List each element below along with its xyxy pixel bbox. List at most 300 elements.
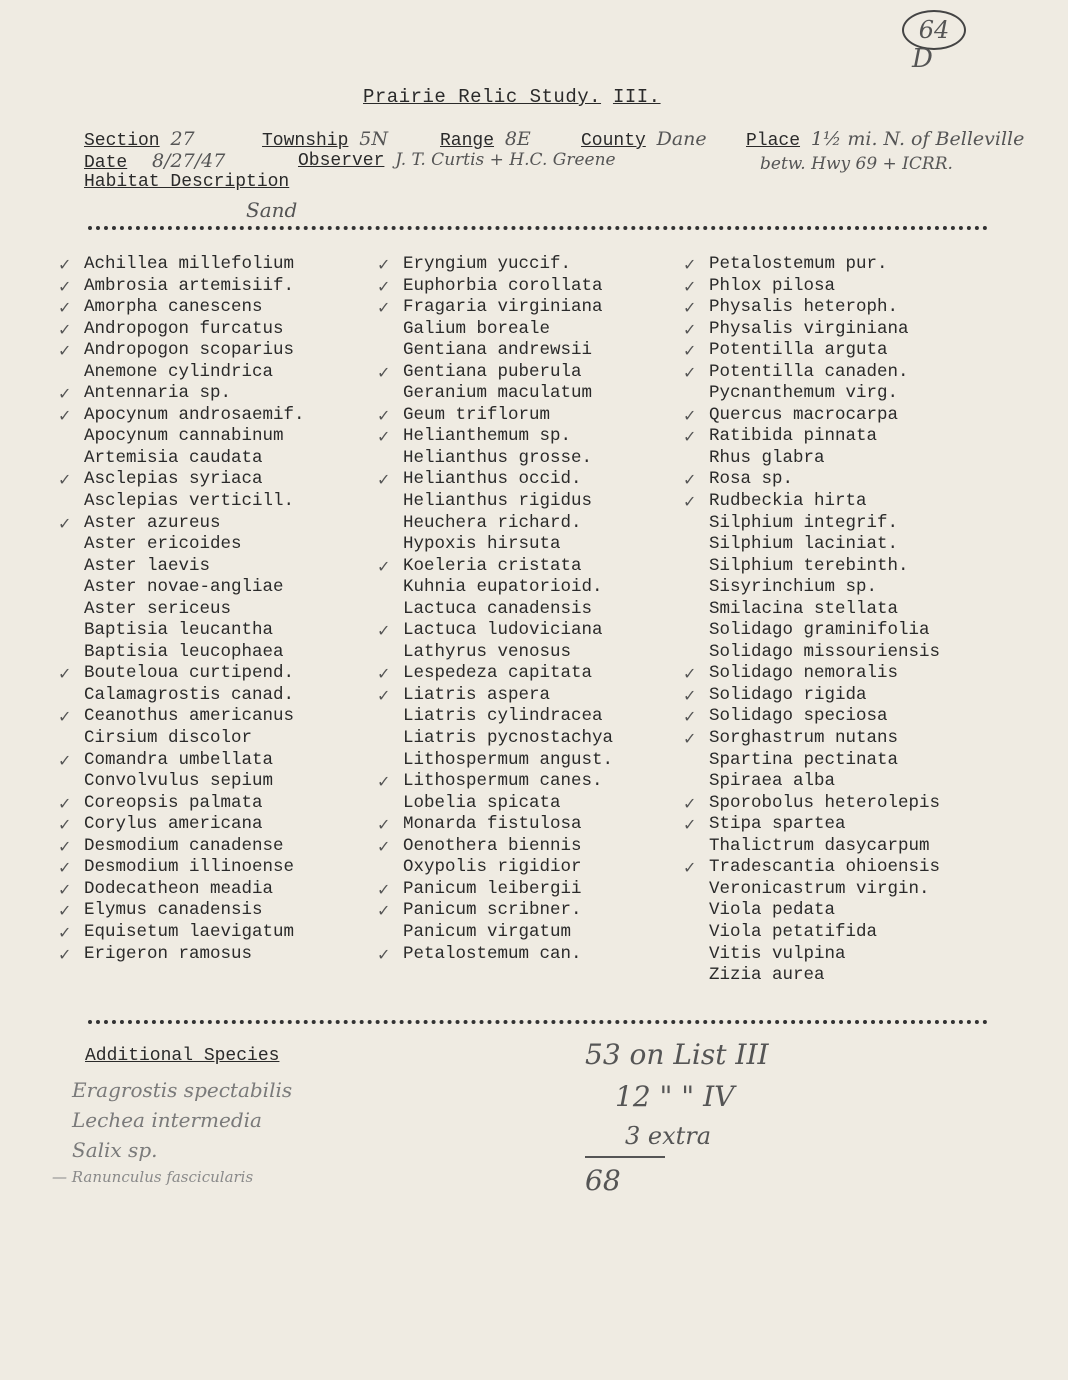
check-mark-icon: ✓ (58, 707, 72, 727)
species-row (403, 706, 613, 728)
page-letter: D (912, 44, 933, 74)
species-row (377, 814, 613, 836)
species-name: Panicum scribner. (403, 900, 582, 921)
range-label: Range (440, 131, 495, 151)
check-mark-icon: ✓ (377, 901, 391, 921)
date-value: 8/27/47 (152, 150, 226, 172)
species-row (84, 491, 305, 513)
species-name: Dodecatheon meadia (84, 878, 274, 899)
species-name: Fragaria virginiana (403, 297, 603, 318)
species-row (58, 404, 305, 427)
species-row (58, 900, 305, 922)
species-name: Aster sericeus (84, 598, 232, 619)
species-name: Amorpha canescens (84, 297, 263, 318)
species-row (709, 642, 940, 664)
check-mark-icon: ✓ (683, 729, 697, 749)
species-row (683, 254, 940, 276)
species-row (709, 922, 940, 944)
species-row (709, 534, 940, 556)
species-name: Cirsium discolor (84, 728, 253, 749)
species-row (377, 684, 613, 707)
divider-bottom (88, 1020, 988, 1024)
species-name: Physalis heteroph. (709, 297, 899, 318)
check-mark-icon: ✓ (58, 664, 72, 684)
species-name: Ceanothus americanus (84, 706, 295, 727)
habitat-field (84, 172, 289, 192)
species-row (84, 620, 305, 642)
species-name: Andropogon furcatus (84, 318, 284, 339)
species-name: Rudbeckia hirta (709, 491, 867, 512)
species-row (58, 275, 305, 298)
check-mark-icon: ✓ (377, 621, 391, 641)
species-row (377, 254, 613, 276)
species-row (709, 771, 940, 793)
species-row (709, 944, 940, 966)
check-mark-icon: ✓ (683, 470, 697, 490)
tally-line-3: 3 extra (625, 1122, 712, 1150)
species-row (683, 318, 940, 341)
species-name: Solidago graminifolia (709, 620, 930, 641)
species-name: Gentiana puberula (403, 361, 582, 382)
check-mark-icon: ✓ (683, 685, 697, 705)
species-name: Hypoxis hirsuta (403, 534, 561, 555)
check-mark-icon: ✓ (377, 470, 391, 490)
species-row (709, 836, 940, 858)
species-name: Liatris cylindracea (403, 706, 603, 727)
species-name: Galium boreale (403, 318, 551, 339)
species-name: Convolvulus sepium (84, 771, 274, 792)
species-name: Desmodium canadense (84, 835, 284, 856)
species-name: Spiraea alba (709, 771, 836, 792)
species-row (403, 793, 613, 815)
species-row (709, 965, 940, 987)
place-value: 1½ mi. N. of Belleville (810, 128, 1025, 150)
species-name: Solidago nemoralis (709, 663, 899, 684)
species-column-2 (377, 254, 614, 965)
species-name: Oxypolis rigidior (403, 857, 582, 878)
tally-total: 68 (585, 1164, 621, 1197)
check-mark-icon: ✓ (683, 255, 697, 274)
species-row (683, 297, 940, 319)
species-row (683, 706, 940, 728)
species-row (84, 362, 305, 384)
species-row (58, 749, 305, 772)
species-name: Spartina pectinata (709, 749, 899, 770)
species-row (84, 426, 305, 448)
check-mark-icon: ✓ (377, 556, 391, 576)
species-row (709, 900, 940, 922)
species-name: Euphorbia corollata (403, 275, 603, 296)
species-name: Coreopsis palmata (84, 792, 263, 813)
check-mark-icon: ✓ (58, 879, 72, 899)
habitat-label: Habitat Description (84, 172, 290, 192)
species-row (377, 771, 613, 793)
species-row (84, 556, 305, 578)
species-row (683, 469, 940, 491)
place-label: Place (746, 131, 801, 151)
species-row (377, 275, 613, 298)
divider-top (88, 226, 988, 230)
species-row (683, 792, 941, 815)
title-text: Prairie Relic Study. (363, 86, 602, 108)
species-row (377, 297, 613, 319)
species-row (709, 513, 940, 535)
species-name: Thalictrum dasycarpum (709, 835, 930, 856)
check-mark-icon: ✓ (683, 341, 697, 361)
tally-line-2: 12 " " IV (615, 1080, 735, 1113)
species-row (377, 835, 613, 858)
species-row (709, 383, 940, 405)
species-row (403, 534, 613, 556)
species-name: Oenothera biennis (403, 835, 582, 856)
species-name: Geranium maculatum (403, 383, 593, 404)
species-name: Liatris pycnostachya (403, 728, 614, 749)
check-mark-icon: ✓ (58, 750, 72, 770)
species-row (709, 599, 940, 621)
species-name: Corylus americana (84, 814, 263, 835)
species-row (403, 340, 613, 362)
species-name: Phlox pilosa (709, 275, 836, 296)
species-name: Heuchera richard. (403, 512, 582, 533)
species-row (84, 728, 305, 750)
species-name: Gentiana andrewsii (403, 340, 593, 361)
species-name: Liatris aspera (403, 684, 551, 705)
species-row (403, 491, 613, 513)
species-name: Petalostemum pur. (709, 254, 888, 274)
species-row (84, 448, 305, 470)
species-name: Sisyrinchium sp. (709, 577, 878, 598)
check-mark-icon: ✓ (377, 815, 391, 835)
check-mark-icon: ✓ (58, 901, 72, 921)
species-name: Aster azureus (84, 512, 221, 533)
species-name: Helianthus rigidus (403, 491, 593, 512)
species-name: Equisetum laevigatum (84, 921, 295, 942)
check-mark-icon: ✓ (683, 276, 697, 296)
date-label: Date (84, 153, 128, 173)
species-name: Silphium laciniat. (709, 534, 899, 555)
check-mark-icon: ✓ (58, 793, 72, 813)
species-row (58, 318, 305, 341)
species-row (403, 448, 613, 470)
species-row (377, 469, 613, 491)
species-name: Lactuca ludoviciana (403, 620, 603, 641)
species-row (377, 663, 613, 685)
species-name: Potentilla canaden. (709, 361, 909, 382)
species-name: Physalis virginiana (709, 318, 909, 339)
species-row (58, 943, 305, 966)
check-mark-icon: ✓ (58, 276, 72, 296)
additional-species-item: Eragrostis spectabilis (72, 1078, 293, 1102)
check-mark-icon: ✓ (377, 255, 391, 274)
species-row (377, 555, 613, 578)
species-name: Lobelia spicata (403, 792, 561, 813)
species-name: Veronicastrum virgin. (709, 878, 930, 899)
species-row (403, 728, 613, 750)
species-name: Elymus canadensis (84, 900, 263, 921)
species-row (683, 404, 940, 427)
tally-sum-rule (585, 1156, 665, 1158)
species-name: Monarda fistulosa (403, 814, 582, 835)
section-field (84, 128, 195, 151)
species-name: Panicum virgatum (403, 921, 572, 942)
species-name: Lithospermum canes. (403, 771, 603, 792)
species-row (58, 383, 305, 405)
township-label: Township (262, 131, 349, 151)
species-name: Eryngium yuccif. (403, 254, 572, 274)
township-field (262, 128, 388, 151)
species-column-3 (683, 254, 941, 987)
species-row (58, 921, 305, 944)
species-name: Erigeron ramosus (84, 943, 253, 964)
species-name: Vitis vulpina (709, 943, 846, 964)
check-mark-icon: ✓ (377, 427, 391, 447)
species-name: Lathyrus venosus (403, 641, 572, 662)
check-mark-icon: ✓ (683, 405, 697, 425)
check-mark-icon: ✓ (58, 341, 72, 361)
check-mark-icon: ✓ (377, 276, 391, 296)
species-name: Lactuca canadensis (403, 598, 593, 619)
species-tally (585, 1038, 769, 1206)
check-mark-icon: ✓ (58, 944, 72, 964)
species-name: Ambrosia artemisiif. (84, 275, 295, 296)
check-mark-icon: ✓ (683, 492, 697, 512)
title-suffix: III. (612, 86, 661, 108)
check-mark-icon: ✓ (683, 298, 697, 318)
additional-species-item: Salix sp. (72, 1138, 158, 1162)
species-row (58, 512, 305, 535)
section-value: 27 (170, 128, 195, 150)
check-mark-icon: ✓ (377, 298, 391, 318)
check-mark-icon: ✓ (683, 858, 697, 878)
species-name: Lithospermum angust. (403, 749, 614, 770)
species-row (403, 513, 613, 535)
species-row (683, 426, 940, 448)
species-row (84, 771, 305, 793)
species-row (84, 534, 305, 556)
species-name: Zizia aurea (709, 965, 825, 986)
place-field (746, 128, 1024, 151)
additional-species-list (52, 1078, 293, 1198)
species-row (377, 943, 613, 966)
species-row (709, 556, 940, 578)
species-row (84, 599, 305, 621)
county-value: Dane (656, 128, 707, 150)
species-row (709, 577, 940, 599)
species-name: Tradescantia ohioensis (709, 857, 941, 878)
observer-value: J. T. Curtis + H.C. Greene (395, 150, 616, 170)
species-name: Viola petatifida (709, 921, 878, 942)
species-name: Stipa spartea (709, 814, 846, 835)
species-row (683, 857, 941, 879)
species-name: Baptisia leucophaea (84, 641, 284, 662)
check-mark-icon: ✓ (683, 664, 697, 684)
species-row (377, 426, 613, 448)
species-row (709, 750, 940, 772)
species-row (683, 728, 940, 750)
species-row (403, 750, 613, 772)
species-row (377, 878, 613, 901)
species-row (84, 642, 305, 664)
species-row (58, 814, 305, 836)
check-mark-icon: ✓ (683, 319, 697, 339)
species-name: Silphium integrif. (709, 512, 899, 533)
species-name: Rosa sp. (709, 469, 794, 490)
species-name: Aster novae-angliae (84, 577, 284, 598)
species-row (683, 275, 940, 298)
species-name: Geum triflorum (403, 404, 551, 425)
check-mark-icon: ✓ (58, 922, 72, 942)
check-mark-icon: ✓ (58, 513, 72, 533)
species-name: Helianthus occid. (403, 469, 582, 490)
species-row (84, 685, 305, 707)
species-row (58, 835, 305, 858)
species-name: Achillea millefolium (84, 254, 295, 274)
species-column-1 (58, 254, 305, 965)
range-value: 8E (504, 128, 531, 150)
species-row (58, 340, 305, 362)
species-row (84, 577, 305, 599)
species-row (58, 792, 305, 815)
species-name: Helianthemum sp. (403, 426, 572, 447)
page-number: 64 (918, 16, 950, 44)
species-name: Sporobolus heterolepis (709, 792, 941, 813)
species-row (377, 404, 613, 427)
check-mark-icon: ✓ (58, 319, 72, 339)
species-row (58, 254, 305, 276)
check-mark-icon: ✓ (683, 793, 697, 813)
check-mark-icon: ✓ (683, 362, 697, 382)
species-row (377, 620, 613, 642)
species-row (377, 361, 613, 384)
species-name: Baptisia leucantha (84, 620, 274, 641)
check-mark-icon: ✓ (58, 298, 72, 318)
observer-field (298, 150, 616, 171)
species-name: Koeleria cristata (403, 555, 582, 576)
check-mark-icon: ✓ (377, 405, 391, 425)
species-name: Artemisia caudata (84, 447, 263, 468)
check-mark-icon: ✓ (58, 470, 72, 490)
check-mark-icon: ✓ (377, 685, 391, 705)
species-name: Andropogon scoparius (84, 340, 295, 361)
species-row (683, 684, 940, 707)
township-value: 5N (359, 128, 388, 150)
check-mark-icon: ✓ (377, 362, 391, 382)
species-name: Solidago rigida (709, 684, 867, 705)
check-mark-icon: ✓ (683, 815, 697, 835)
species-name: Panicum leibergii (403, 878, 582, 899)
species-name: Pycnanthemum virg. (709, 383, 899, 404)
species-row (58, 706, 305, 728)
check-mark-icon: ✓ (58, 255, 72, 274)
species-name: Asclepias syriaca (84, 469, 263, 490)
species-row (683, 814, 940, 836)
species-name: Quercus macrocarpa (709, 404, 899, 425)
check-mark-icon: ✓ (58, 405, 72, 425)
county-field (581, 128, 707, 151)
species-row (58, 857, 305, 879)
species-name: Solidago missouriensis (709, 641, 941, 662)
range-field (440, 128, 531, 151)
species-name: Potentilla arguta (709, 340, 888, 361)
species-name: Viola pedata (709, 900, 836, 921)
species-name: Aster ericoides (84, 534, 242, 555)
species-row (403, 642, 613, 664)
species-row (683, 361, 940, 384)
county-label: County (581, 131, 646, 151)
check-mark-icon: ✓ (683, 427, 697, 447)
species-row (58, 297, 305, 319)
species-row (58, 663, 305, 685)
species-name: Bouteloua curtipend. (84, 663, 295, 684)
species-name: Apocynum cannabinum (84, 426, 284, 447)
species-name: Rhus glabra (709, 447, 825, 468)
check-mark-icon: ✓ (377, 944, 391, 964)
species-row (709, 620, 940, 642)
check-mark-icon: ✓ (377, 664, 391, 684)
species-name: Sorghastrum nutans (709, 728, 899, 749)
species-row (709, 879, 940, 901)
species-name: Ratibida pinnata (709, 426, 878, 447)
species-name: Antennaria sp. (84, 383, 232, 404)
species-row (683, 663, 940, 685)
species-row (377, 900, 613, 922)
species-name: Aster laevis (84, 555, 211, 576)
check-mark-icon: ✓ (58, 815, 72, 835)
additional-species-item: — Ranunculus fascicularis (52, 1168, 254, 1186)
species-row (58, 878, 305, 901)
place-value-line2: betw. Hwy 69 + ICRR. (760, 154, 953, 174)
species-row (58, 469, 305, 491)
species-name: Silphium terebinth. (709, 555, 909, 576)
species-name: Petalostemum can. (403, 943, 582, 964)
species-name: Desmodium illinoense (84, 857, 295, 878)
check-mark-icon: ✓ (377, 879, 391, 899)
species-name: Calamagrostis canad. (84, 684, 295, 705)
species-row (403, 383, 613, 405)
check-mark-icon: ✓ (377, 836, 391, 856)
species-name: Comandra umbellata (84, 749, 274, 770)
species-row (683, 340, 940, 362)
additional-species-label: Additional Species (85, 1046, 280, 1066)
check-mark-icon: ✓ (58, 384, 72, 404)
check-mark-icon: ✓ (58, 836, 72, 856)
page-title (363, 86, 661, 108)
species-name: Smilacina stellata (709, 598, 899, 619)
additional-species-item: Lechea intermedia (72, 1108, 262, 1132)
date-field (84, 150, 225, 173)
habitat-value: Sand (246, 198, 298, 222)
species-row (709, 448, 940, 470)
section-label: Section (84, 131, 160, 151)
species-row (403, 577, 613, 599)
species-name: Lespedeza capitata (403, 663, 593, 684)
tally-line-1: 53 on List III (585, 1038, 769, 1071)
species-name: Anemone cylindrica (84, 361, 274, 382)
species-name: Kuhnia eupatorioid. (403, 577, 603, 598)
species-row (403, 922, 613, 944)
check-mark-icon: ✓ (683, 707, 697, 727)
species-name: Solidago speciosa (709, 706, 888, 727)
species-name: Helianthus grosse. (403, 447, 593, 468)
check-mark-icon: ✓ (377, 772, 391, 792)
species-name: Apocynum androsaemif. (84, 404, 305, 425)
check-mark-icon: ✓ (58, 858, 72, 878)
observer-label: Observer (298, 151, 385, 171)
species-row (403, 319, 613, 341)
species-row (403, 857, 613, 879)
additional-species-heading (85, 1046, 279, 1066)
species-row (403, 599, 613, 621)
